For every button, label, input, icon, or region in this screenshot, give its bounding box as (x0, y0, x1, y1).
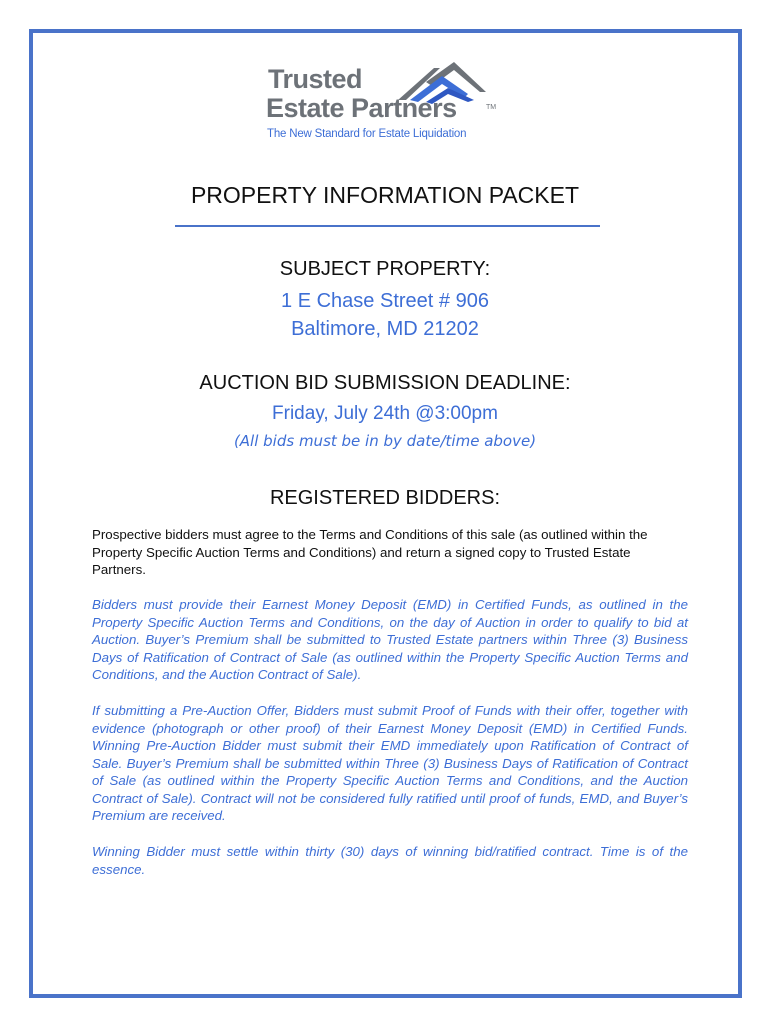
deadline-note: (All bids must be in by date/time above) (233, 432, 537, 450)
deadline-label: AUCTION BID SUBMISSION DEADLINE: (199, 372, 571, 394)
deadline-value: Friday, July 24th @3:00pm (272, 403, 498, 424)
pre-auction-paragraph: If submitting a Pre-Auction Offer, Bidders must submit Proof of Funds with their offer, together with evidence (photograph or other proof) of their Earnest Money Deposit (EMD) in Certified Funds. Winning Pre-Auction Bidder must submit their EMD immediately upon Ratification of Contract of Sale. Buyer’s Premium shall be submitted within Three (3) Business Days of Ratification of Contract of Sale (as outlined within the Property Specific Auction Terms and Conditions, and the Auction Contract of Sale). Contract will not be considered fully ratified until proof of funds, EMD, and Buyer’s Premium are received. (92, 703, 688, 823)
company-logo (260, 60, 510, 145)
bidders-intro-paragraph: Prospective bidders must agree to the Terms and Conditions of this sale (as outlined within the Property Specific Auction Terms and Conditions) and return a signed copy to Trusted Estate Partners. (92, 527, 648, 577)
title-divider (175, 225, 600, 227)
logo-trademark: TM (486, 104, 497, 111)
address-line1: 1 E Chase Street # 906 (281, 290, 489, 312)
logo-text-estate-partners: Estate Partners (266, 93, 457, 123)
address-line2: Baltimore, MD 21202 (291, 318, 479, 340)
subject-property-label: SUBJECT PROPERTY: (279, 258, 491, 280)
emd-paragraph: Bidders must provide their Earnest Money Deposit (EMD) in Certified Funds, as outlined in the Property Specific Auction Terms and Conditions, on the day of Auction in order to qualify to bid at Auction. Buyer’s Premium shall be submitted to Trusted Estate partners within Three (3) Business Days of Ratification of Contract of Sale (as outlined within the Property Specific Auction Terms and Conditions, and the Auction Contract of Sale). (92, 597, 688, 682)
logo-text-trusted: Trusted (268, 64, 363, 94)
logo-tagline: The New Standard for Estate Liquidation (267, 128, 467, 140)
page-title: PROPERTY INFORMATION PACKET (190, 182, 580, 208)
registered-bidders-label: REGISTERED BIDDERS: (269, 487, 501, 509)
settlement-paragraph: Winning Bidder must settle within thirty (30) days of winning bid/ratified contract. Time is of the essence. (92, 844, 688, 877)
